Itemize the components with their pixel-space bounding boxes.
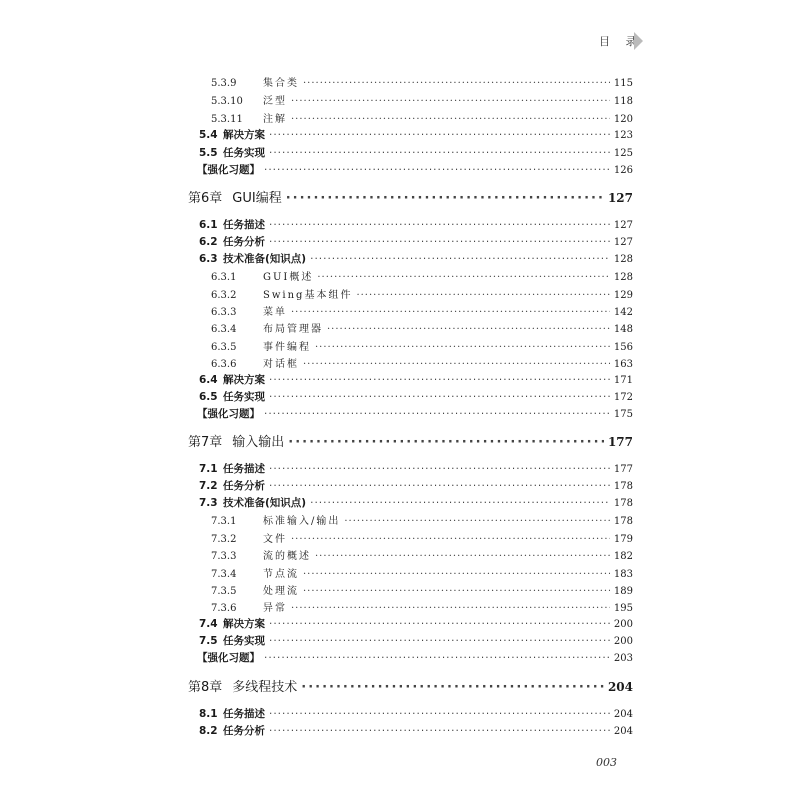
toc-entry-page: 178 [613, 516, 633, 527]
toc-entry-page: 182 [613, 551, 633, 562]
dot-leader [315, 342, 610, 353]
toc-entry-title: 任务实现 [223, 147, 265, 159]
dot-leader [269, 391, 610, 403]
toc-entry [211, 320, 633, 334]
toc-entry-page: 204 [613, 709, 633, 720]
page-number: 003 [596, 756, 617, 769]
toc-entry [199, 217, 633, 231]
toc-entry-title: Swing基本组件 [263, 290, 353, 301]
toc-entry-number: 6.3.2 [211, 290, 237, 301]
toc-entry-page: 177 [613, 464, 633, 475]
toc-entry-title: 【强化习题】 [197, 652, 260, 664]
toc-entry-title: 输入输出 [232, 435, 285, 450]
dot-leader [269, 219, 610, 231]
toc-entry [199, 633, 633, 647]
toc-entry-number: 5.4 [199, 129, 218, 141]
toc-entry-number: 6.4 [199, 374, 218, 386]
toc-entry-number: 5.3.11 [211, 114, 243, 125]
toc-entry-page: 142 [613, 307, 633, 318]
toc-entry-page: 128 [613, 254, 633, 265]
dot-leader [269, 374, 610, 386]
dot-leader [269, 147, 610, 159]
toc-entry-number: 5.3.9 [211, 78, 237, 89]
dot-leader [303, 78, 610, 89]
toc-entry-title: 处理流 [263, 586, 299, 597]
toc-entry-page: 128 [613, 272, 633, 283]
toc-entry-number: 6.3.5 [211, 342, 237, 353]
toc-entry [199, 372, 633, 386]
toc-entry [211, 512, 633, 526]
dot-leader [288, 435, 604, 450]
toc-entry-number: 8.2 [199, 725, 218, 737]
toc-entry-number: 7.1 [199, 463, 218, 475]
toc-entry [199, 127, 633, 141]
dot-leader [264, 652, 610, 664]
toc-chapter-entry [188, 431, 633, 449]
toc-entry [211, 547, 633, 561]
toc-entry-page: 126 [613, 165, 633, 176]
toc-entry-number: 6.5 [199, 391, 218, 403]
toc-entry-title: 菜单 [263, 307, 287, 318]
dot-leader [269, 618, 610, 630]
toc-entry-number: 7.3 [199, 497, 218, 509]
toc-entry-page: 179 [613, 534, 633, 545]
dot-leader [264, 164, 610, 176]
toc-entry-title: 解决方案 [223, 129, 265, 141]
toc-entry-page: 200 [613, 619, 633, 630]
toc-entry-title: 任务实现 [223, 391, 265, 403]
toc-entry-title: 任务描述 [223, 463, 265, 475]
toc-entry-title: 【强化习题】 [197, 164, 260, 176]
toc-entry-title: 解决方案 [223, 374, 265, 386]
toc-entry [199, 616, 633, 630]
dot-leader [303, 359, 610, 370]
toc-entry-page: 156 [613, 342, 633, 353]
toc-entry-number: 6.3.4 [211, 324, 237, 335]
dot-leader [269, 635, 610, 647]
toc-entry-number: 6.3.6 [211, 359, 237, 370]
header-title: 目 录 [599, 35, 643, 48]
toc-entry [199, 389, 633, 403]
toc-entry-page: 189 [613, 586, 633, 597]
toc-entry [211, 599, 633, 613]
toc-entry [211, 110, 633, 124]
dot-leader [291, 603, 610, 614]
toc-entry-title: 任务描述 [223, 219, 265, 231]
toc-entry-title: 文件 [263, 534, 287, 545]
toc-entry-title: 对话框 [263, 359, 299, 370]
toc-entry-number: 6.3.3 [211, 307, 237, 318]
toc-entry-number: 7.2 [199, 480, 218, 492]
toc-entry [199, 234, 633, 248]
toc-entry-number: 6.3 [199, 253, 218, 265]
dot-leader [301, 680, 604, 695]
dot-leader [269, 236, 610, 248]
toc-entry [199, 706, 633, 720]
dot-leader [303, 569, 610, 580]
toc-entry-page: 115 [613, 78, 633, 89]
toc-entry-number: 7.3.6 [211, 603, 237, 614]
toc-entry [211, 74, 633, 88]
toc-entry [211, 338, 633, 352]
toc-entry-page: 203 [613, 653, 633, 664]
toc-entry-page: 178 [613, 481, 633, 492]
dot-leader [291, 534, 610, 545]
toc-entry-title: GUI编程 [232, 191, 282, 206]
toc-entry-title: 【强化习题】 [197, 408, 260, 420]
toc-entry-number: 7.3.4 [211, 569, 237, 580]
toc-exercise-entry [197, 406, 633, 420]
dot-leader [269, 463, 610, 475]
toc-entry [199, 251, 633, 265]
toc-entry-title: 任务分析 [223, 480, 265, 492]
dot-leader [356, 290, 609, 301]
toc-entry-number: 8.1 [199, 708, 218, 720]
toc-entry-number: 6.2 [199, 236, 218, 248]
toc-entry-title: 标准输入/输出 [263, 516, 341, 527]
toc-entry-title: 异常 [263, 603, 287, 614]
toc-entry-page: 123 [613, 130, 633, 141]
toc-entry-page: 172 [613, 392, 633, 403]
toc-chapter-entry [188, 676, 633, 694]
toc-chapter-entry [188, 187, 633, 205]
toc-entry-number: 6.1 [199, 219, 218, 231]
dot-leader [269, 708, 610, 720]
toc-entry [211, 303, 633, 317]
toc-entry [211, 286, 633, 300]
dot-leader [269, 129, 610, 141]
toc-entry-page: 171 [613, 375, 633, 386]
toc-entry-page: 129 [613, 290, 633, 301]
toc-entry-number: 第6章 [188, 191, 223, 206]
toc-exercise-entry [197, 162, 633, 176]
toc-entry-number: 7.3.2 [211, 534, 237, 545]
toc-entry-title: 技术准备(知识点) [223, 253, 307, 265]
toc-entry-title: 任务实现 [223, 635, 265, 647]
toc-entry-number: 5.3.10 [211, 96, 243, 107]
dot-leader [291, 96, 610, 107]
dot-leader [310, 497, 610, 509]
toc-entry-page: 204 [613, 726, 633, 737]
dot-leader [291, 114, 610, 125]
toc-entry-page: 178 [613, 498, 633, 509]
toc-entry [211, 92, 633, 106]
toc-entry [211, 268, 633, 282]
toc-entry [199, 723, 633, 737]
dot-leader [286, 191, 604, 206]
toc-entry-title: 注解 [263, 114, 287, 125]
toc-entry [199, 145, 633, 159]
toc-entry-title: 流的概述 [263, 551, 311, 562]
dot-leader [317, 272, 610, 283]
toc-entry-page: 177 [607, 435, 633, 449]
toc-entry-page: 200 [613, 636, 633, 647]
toc-entry-page: 204 [607, 680, 633, 694]
dot-leader [269, 480, 610, 492]
toc-entry-number: 7.3.5 [211, 586, 237, 597]
toc-entry-title: 事件编程 [263, 342, 311, 353]
toc-entry-page: 195 [613, 603, 633, 614]
toc-entry-page: 183 [613, 569, 633, 580]
toc-entry [199, 478, 633, 492]
toc-entry-number: 7.3.3 [211, 551, 237, 562]
toc-exercise-entry [197, 650, 633, 664]
toc-entry-page: 127 [613, 220, 633, 231]
toc-entry-page: 125 [613, 148, 633, 159]
toc-entry-title: 集合类 [263, 78, 299, 89]
toc-entry [199, 461, 633, 475]
toc-entry-page: 120 [613, 114, 633, 125]
toc-entry-number: 第7章 [188, 435, 223, 450]
dot-leader [269, 725, 610, 737]
toc-entry-title: 任务分析 [223, 725, 265, 737]
dot-leader [264, 408, 610, 420]
toc-entry-number: 第8章 [188, 680, 223, 695]
toc-entry-page: 148 [613, 324, 633, 335]
toc-entry-title: GUI概述 [263, 272, 314, 283]
toc-entry [211, 565, 633, 579]
dot-leader [291, 307, 610, 318]
toc-entry-page: 127 [613, 237, 633, 248]
toc-entry-title: 节点流 [263, 569, 299, 580]
toc-entry-title: 解决方案 [223, 618, 265, 630]
toc-entry [211, 530, 633, 544]
toc-entry-number: 7.4 [199, 618, 218, 630]
toc-entry-number: 6.3.1 [211, 272, 237, 283]
toc-entry [199, 495, 633, 509]
toc-entry [211, 355, 633, 369]
toc-entry-number: 7.3.1 [211, 516, 237, 527]
toc-entry-page: 163 [613, 359, 633, 370]
toc-entry-title: 任务分析 [223, 236, 265, 248]
dot-leader [310, 253, 610, 265]
toc-entry-title: 技术准备(知识点) [223, 497, 307, 509]
toc-entry-page: 175 [613, 409, 633, 420]
toc-entry-title: 任务描述 [223, 708, 265, 720]
dot-leader [344, 516, 610, 527]
toc-entry-title: 布局管理器 [263, 324, 323, 335]
dot-leader [303, 586, 610, 597]
toc-entry [211, 582, 633, 596]
toc-entry-number: 7.5 [199, 635, 218, 647]
dot-leader [315, 551, 610, 562]
toc-entry-page: 127 [607, 191, 633, 205]
toc-entry-number: 5.5 [199, 147, 218, 159]
toc-entry-title: 泛型 [263, 96, 287, 107]
toc-entry-title: 多线程技术 [232, 680, 298, 695]
toc-entry-page: 118 [613, 96, 633, 107]
dot-leader [327, 324, 610, 335]
